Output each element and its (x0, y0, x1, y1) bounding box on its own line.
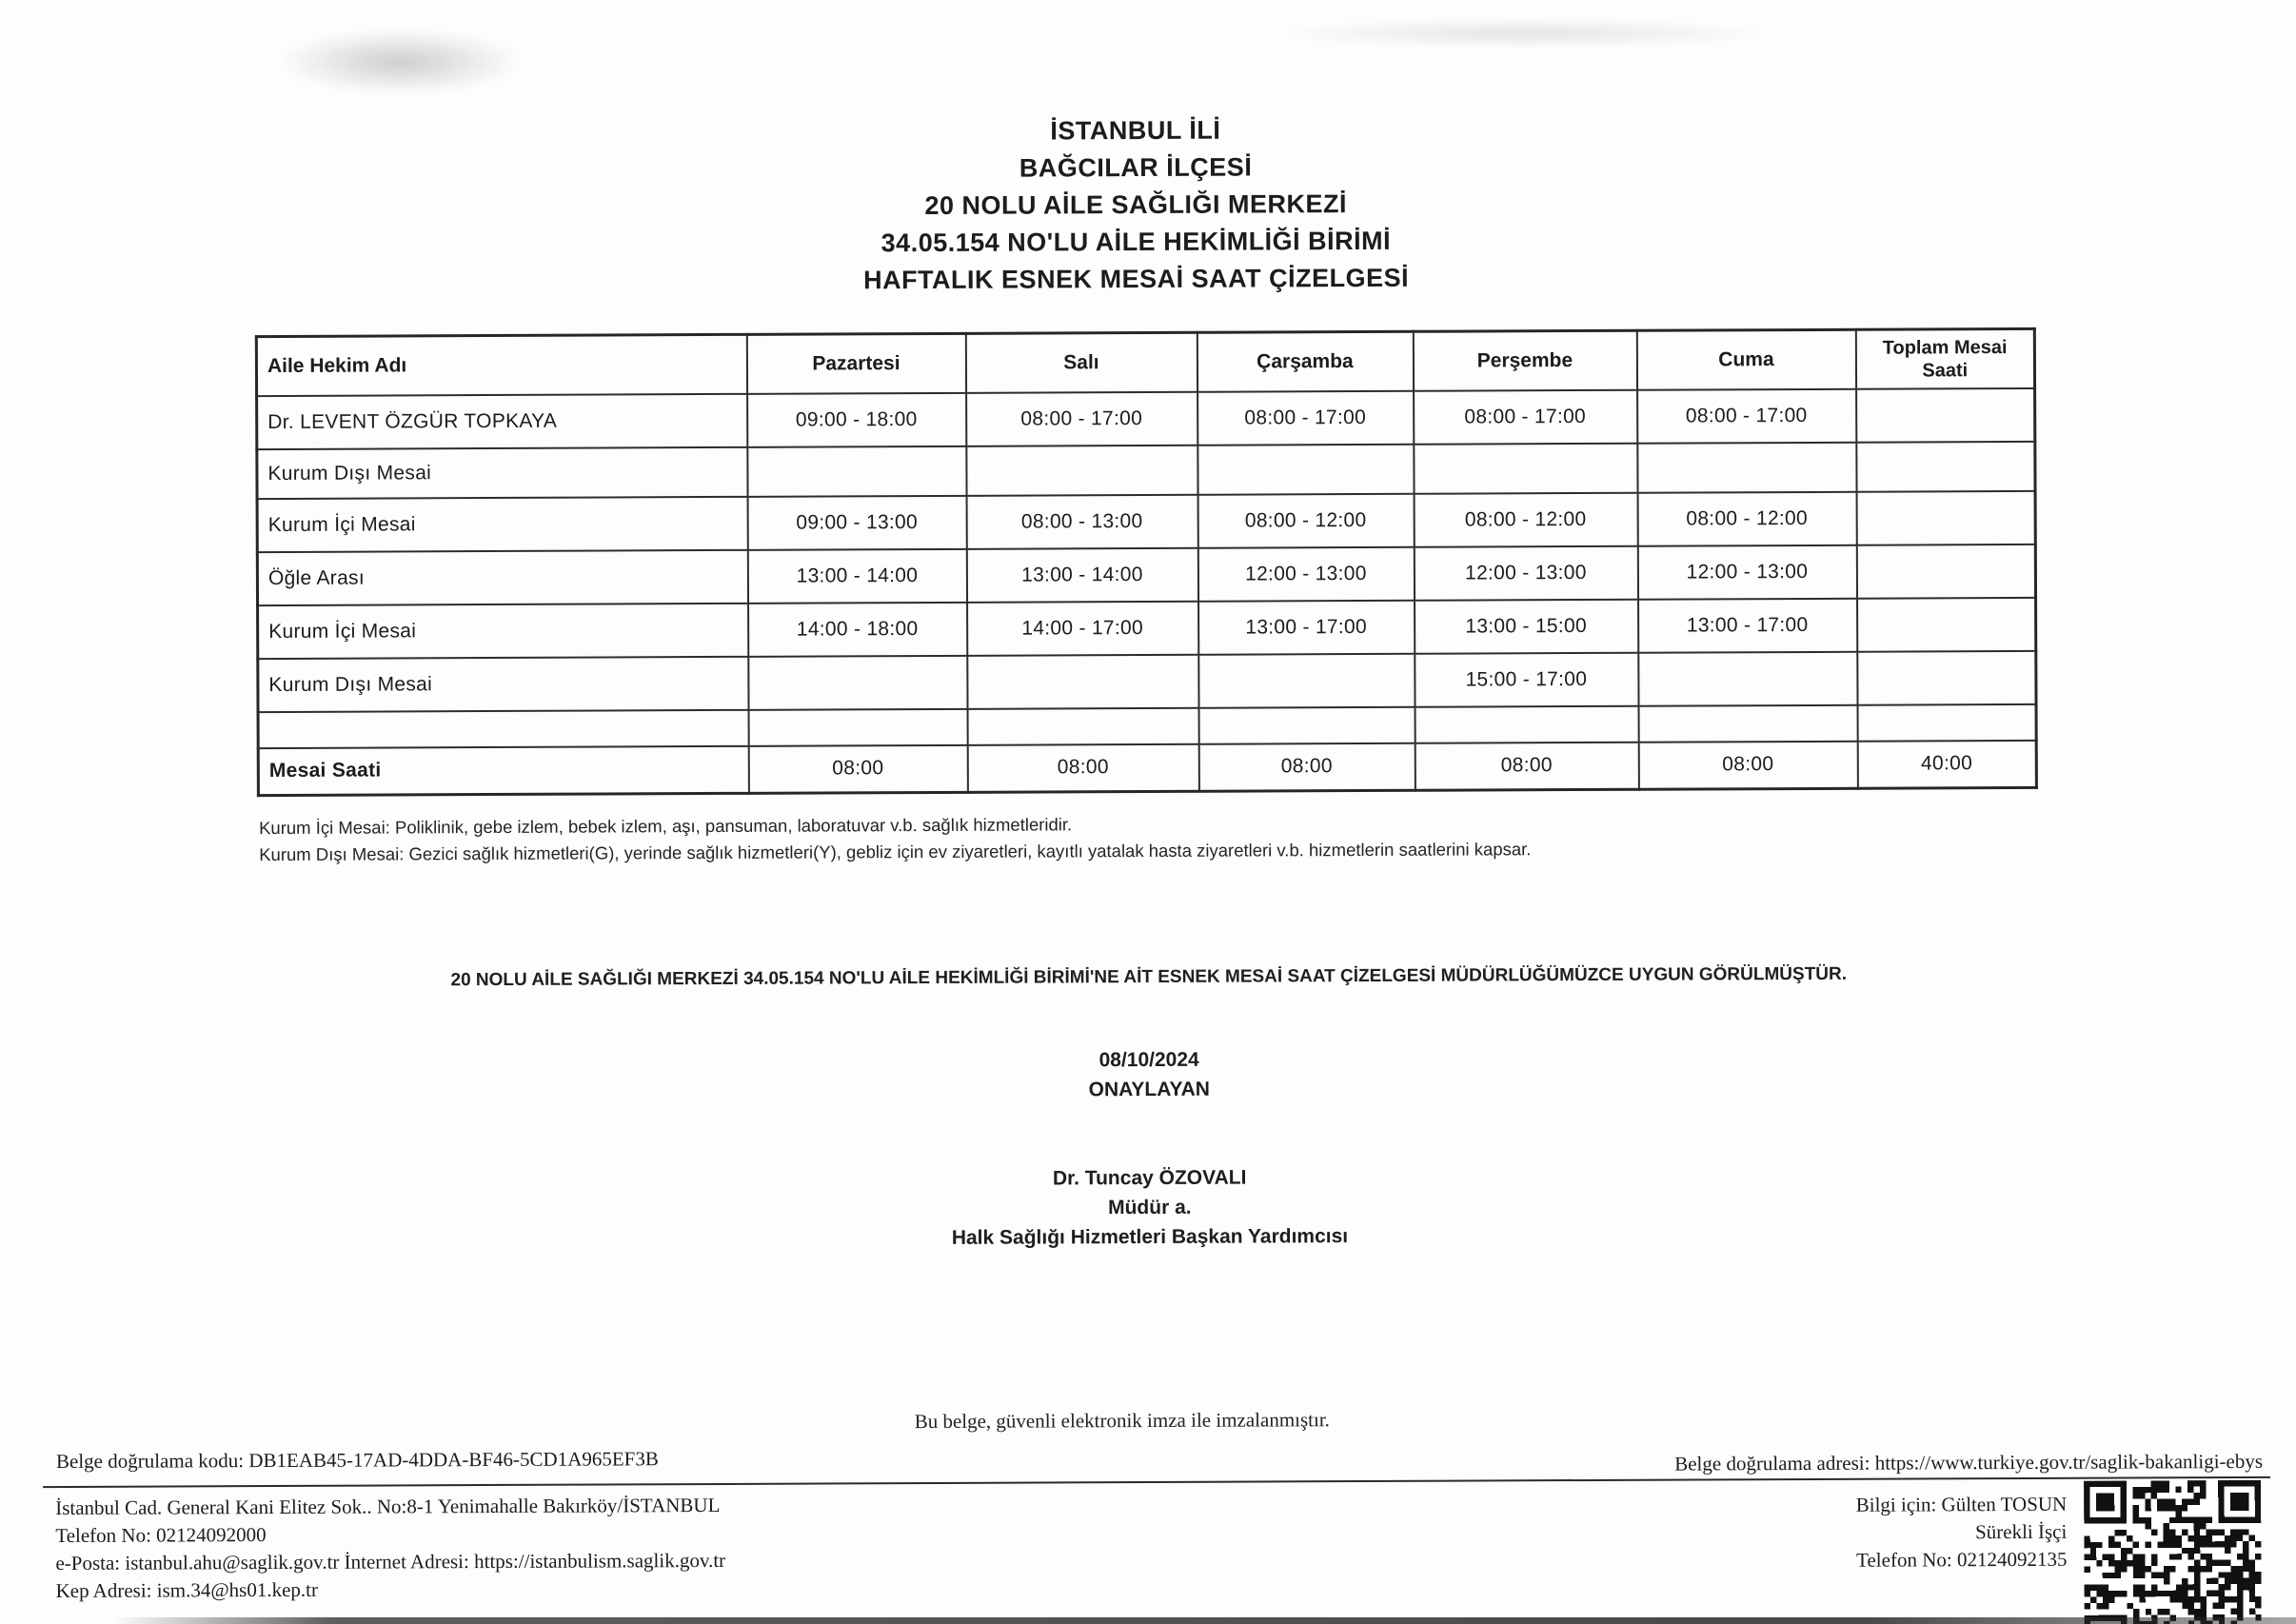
table-cell (748, 708, 967, 745)
table-row (257, 544, 2035, 604)
column-header: Toplam Mesai Saati (1855, 328, 2034, 388)
table-cell: 08:00 - 17:00 (966, 391, 1197, 446)
table-cell: Kurum Dışı Mesai (258, 656, 748, 711)
contact-title: Sürekli İşçi (1975, 1519, 2068, 1544)
table-cell: 09:00 - 13:00 (747, 495, 966, 549)
table-cell: 08:00 - 17:00 (1637, 388, 1856, 443)
table-cell: Mesai Saati (258, 745, 748, 795)
table-row (257, 441, 2035, 498)
column-header: Cuma (1636, 329, 1855, 389)
table-cell: 08:00 - 12:00 (1414, 492, 1637, 546)
column-header: Pazartesi (746, 333, 965, 393)
table-cell (1857, 650, 2036, 704)
title-district: BAĞCILAR İLÇESİ (1019, 152, 1253, 183)
table-row (258, 597, 2036, 658)
table-cell: 08:00 - 12:00 (1637, 491, 1856, 545)
weekly-schedule-table (255, 327, 2038, 797)
footer-divider (43, 1476, 2270, 1488)
table-cell: 12:00 - 13:00 (1197, 546, 1414, 601)
scan-bottom-edge (114, 1617, 2296, 1624)
table-row-totals (258, 740, 2036, 795)
table-cell: 12:00 - 13:00 (1414, 545, 1637, 600)
table-cell (258, 709, 748, 747)
table-cell: 13:00 - 15:00 (1415, 599, 1638, 653)
table-cell: Kurum İçi Mesai (258, 603, 748, 658)
column-header: Perşembe (1413, 330, 1636, 390)
document-title-block (0, 108, 2275, 303)
title-schedule: HAFTALIK ESNEK MESAİ SAAT ÇİZELGESİ (862, 263, 1410, 295)
table-cell (1856, 490, 2035, 545)
institution-kep: Kep Adresi: ism.34@hs01.kep.tr (55, 1577, 319, 1603)
approval-statement: 20 NOLU AİLE SAĞLIĞI MERKEZİ 34.05.154 NO'LU AİLE HEKİMLİĞİ BİRİMİ'NE AİT ESNEK MESAİ SAAT ÇİZELGESİ MÜDÜRLÜĞÜMÜZCE UYGUN GÖRÜLMÜŞTÜR. (450, 963, 1848, 991)
title-center: 20 NOLU AİLE SAĞLIĞI MERKEZİ (924, 189, 1348, 221)
column-header: Salı (965, 332, 1197, 392)
table-cell: 13:00 - 14:00 (747, 548, 966, 603)
table-cell: 08:00 (1638, 741, 1857, 789)
table-cell: 14:00 - 17:00 (967, 601, 1198, 655)
table-cell: 08:00 - 17:00 (1414, 389, 1637, 444)
institution-address: İstanbul Cad. General Kani Elitez Sok.. No:8-1 Yenimahalle Bakırköy/İSTANBUL (55, 1493, 721, 1520)
table-cell (967, 654, 1198, 708)
verify-address: Belge doğrulama adresi: https://www.turkiye.gov.tr/saglik-bakanligi-ebys (1674, 1449, 2264, 1475)
contact-phone: Telefon No: 02124092135 (1856, 1547, 2068, 1572)
table-cell (1637, 442, 1856, 492)
table-cell: 08:00 - 13:00 (966, 494, 1197, 548)
note-kurum-disi: Kurum Dışı Mesai: Gezici sağlık hizmetleri(G), yerinde sağlık hizmetleri(Y), gebliz için ev ziyaretleri, kayıtlı yatalak hasta ziyaretleri v.b. hizmetlerin saatlerini kapsar. (259, 839, 1532, 865)
table-cell (1856, 441, 2035, 491)
contact-name: Bilgi için: Gülten TOSUN (1855, 1492, 2068, 1516)
table-cell (1638, 704, 1857, 742)
institution-email-web: e-Posta: istanbul.ahu@saglik.gov.tr İnternet Adresi: https://istanbulism.saglik.gov.tr (55, 1548, 726, 1575)
column-header: Çarşamba (1197, 331, 1413, 391)
signer-title-1: Müdür a. (1108, 1196, 1192, 1219)
approval-date-block (1, 1040, 2296, 1110)
table-notes (259, 806, 2182, 868)
table-cell: 13:00 - 17:00 (1198, 600, 1415, 654)
table-row (257, 387, 2035, 448)
table-cell: 08:00 (748, 744, 967, 793)
table-row (257, 490, 2035, 551)
approval-label: ONAYLAYAN (1088, 1078, 1210, 1101)
verify-code: Belge doğrulama kodu: DB1EAB45-17AD-4DDA-BF46-5CD1A965EF3B (55, 1447, 659, 1474)
table-cell (1857, 597, 2036, 651)
table-cell: 12:00 - 13:00 (1637, 545, 1856, 599)
table-cell (967, 707, 1198, 744)
table-cell (1198, 706, 1415, 743)
signer-name: Dr. Tuncay ÖZOVALI (1052, 1166, 1247, 1190)
table-cell: 15:00 - 17:00 (1415, 652, 1638, 706)
table-cell: Kurum İçi Mesai (257, 496, 747, 551)
table-header-row (256, 328, 2034, 395)
signer-block (2, 1159, 2296, 1258)
esign-note: Bu belge, güvenli elektronik imza ile imzalanmıştır. (914, 1408, 1330, 1434)
table-cell: 13:00 - 14:00 (966, 547, 1197, 602)
table-cell (747, 446, 966, 496)
table-cell (1415, 705, 1638, 743)
table-cell (748, 655, 967, 709)
institution-phone: Telefon No: 02124092000 (55, 1523, 267, 1548)
table-cell: 08:00 (1415, 742, 1638, 790)
table-cell: 14:00 - 18:00 (748, 602, 967, 656)
table-cell: Öğle Arası (257, 549, 747, 604)
signer-title-2: Halk Sağlığı Hizmetleri Başkan Yardımcısı (951, 1225, 1349, 1249)
table-cell (1856, 544, 2035, 598)
table-cell: 40:00 (1857, 740, 2036, 788)
table-cell: Dr. LEVENT ÖZGÜR TOPKAYA (257, 393, 747, 448)
table-cell: 13:00 - 17:00 (1638, 598, 1857, 652)
column-header: Aile Hekim Adı (256, 334, 746, 395)
qr-code-icon (2084, 1480, 2262, 1624)
table-cell: 08:00 - 17:00 (1197, 390, 1414, 445)
table-row (258, 650, 2036, 711)
table-cell (1197, 444, 1414, 494)
table-cell: Kurum Dışı Mesai (257, 446, 747, 498)
institution-address-block (55, 1492, 725, 1605)
table-cell: 08:00 - 12:00 (1197, 493, 1414, 547)
table-cell: 08:00 (967, 743, 1198, 792)
note-kurum-ici: Kurum İçi Mesai: Poliklinik, gebe izlem, bebek izlem, aşı, pansuman, laboratuvar v.b. sağlık hizmetleridir. (259, 814, 1073, 839)
approval-date: 08/10/2024 (1099, 1048, 1199, 1072)
title-province: İSTANBUL İLİ (1050, 115, 1221, 146)
title-unit: 34.05.154 NO'LU AİLE HEKİMLİĞİ BİRİMİ (881, 226, 1392, 258)
table-cell: 09:00 - 18:00 (747, 392, 966, 446)
table-cell: 08:00 (1198, 743, 1415, 791)
table-cell (1638, 651, 1857, 705)
contact-block (1856, 1491, 2068, 1574)
table-cell (1414, 443, 1637, 493)
table-cell (1856, 387, 2035, 442)
table-cell (966, 445, 1197, 495)
table-cell (1857, 703, 2036, 741)
table-cell (1198, 653, 1415, 707)
